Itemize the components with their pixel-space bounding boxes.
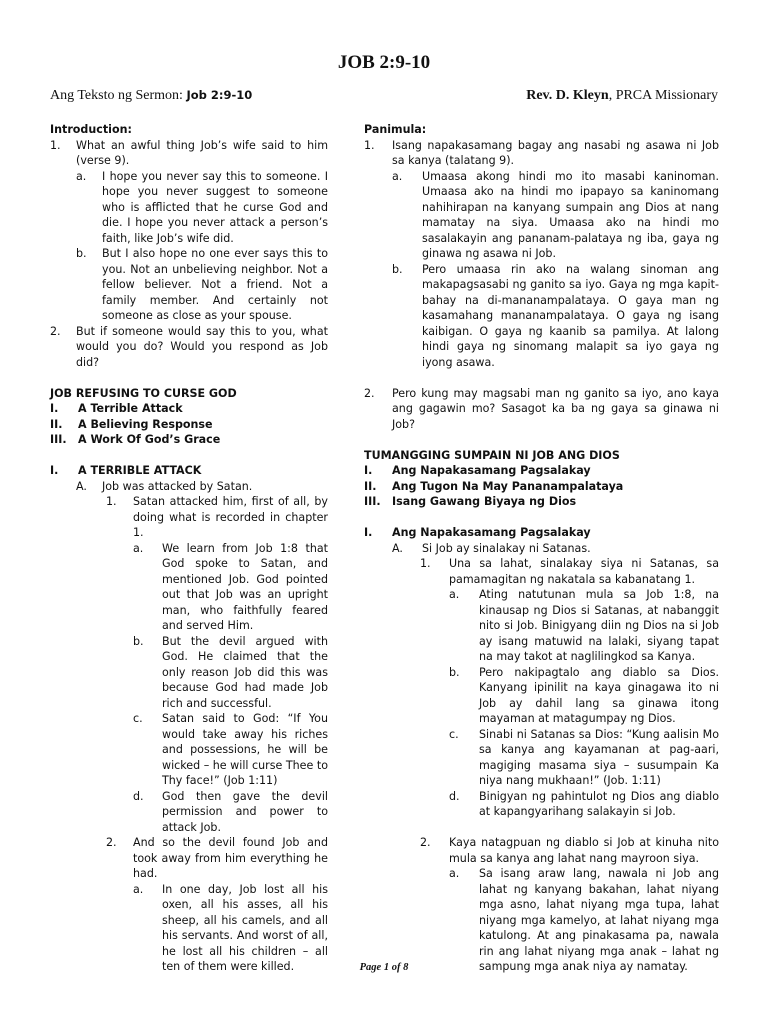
item-text: Ating natutunan mula sa Job 1:8, na kinausap ng Dios si Satanas, at nabanggit nito si Job. Binigyang diin ng Dios na si Job ay isang matuwid na lalaki, siyang tapat na may takot at naglilingkod sa Kanya. — [479, 588, 719, 663]
outline-item — [364, 541, 719, 557]
item-number: III. — [364, 495, 381, 508]
tagalog-column — [364, 122, 719, 975]
outline-item — [364, 262, 719, 371]
item-number: I. — [50, 464, 59, 477]
item-text: A Believing Response — [78, 417, 213, 431]
author-name: Rev. D. Kleyn — [526, 88, 609, 103]
item-text: Isang Gawang Biyaya ng Dios — [392, 495, 577, 508]
outline-item — [50, 138, 328, 169]
item-text: Si Job ay sinalakay ni Satanas. — [422, 541, 591, 555]
item-text: Pero kung may magsabi man ng ganito sa iyo, ano kaya ang gagawin mo? Sasagot ka ba ng gaya sa ginawa ni Job? — [392, 386, 719, 431]
item-number: b. — [449, 665, 460, 679]
section-heading — [364, 525, 719, 541]
outline-item — [364, 727, 719, 789]
item-text: Pero nakipagtalo ang diablo sa Dios. Kanyang ipinilit na kaya ginagawa ito ni Job ay dahil lang sa ginawa itong mayaman at matagumpay ng Dios. — [479, 665, 719, 725]
item-text: Satan attacked him, first of all, by doing what is recorded in chapter 1. — [133, 495, 328, 539]
outline-item — [50, 835, 328, 882]
sermon-text-label: Ang Teksto ng Sermon: — [50, 88, 183, 103]
item-text: I hope you never say this to someone. I hope you never suggest to someone who is afflicted that he curse God and die. I hope you never attack a person’s faith, like Job’s wife did. — [102, 169, 328, 245]
item-text: Job was attacked by Satan. — [102, 479, 253, 493]
item-text: But the devil argued with God. He claimed that the only reason Job did this was because God had made Job rich and successful. — [162, 634, 328, 710]
item-number: 1. — [364, 138, 375, 152]
outline-item — [364, 835, 719, 866]
main-point — [364, 479, 719, 495]
outline-item — [50, 634, 328, 712]
author-line — [526, 88, 718, 104]
item-number: a. — [76, 169, 87, 183]
item-number: 2. — [106, 836, 117, 849]
item-text: Sa isang araw lang, nawala ni Job ang lahat ng kanyang bakahan, lahat niyang mga asno, lahat niyang mga tupa, lahat niyang mga kamelyo, at lahat niyang mga katulong. At ang pinakasama pa, nawala rin ang lahat niyang mga anak – lahat ng sampung mga anak niya ay namatay. — [479, 867, 719, 973]
item-text: Una sa lahat, sinalakay siya ni Satanas, sa pamamagitan ng nakatala sa kabanatang 1. — [449, 557, 719, 586]
main-point — [50, 417, 328, 433]
sermon-theme: TUMANGGING SUMPAIN NI JOB ANG DIOS — [364, 448, 620, 462]
outline-item — [364, 138, 719, 169]
page-number: Page 1 of 8 — [359, 962, 409, 973]
item-text: Pero umaasa rin ako na walang sinoman ang makapagsasabi ng ganito sa iyo. Gaya ng mga kapit-bahay na di-mananampalataya. O gaya man ng kasamahang mananampalataya. O gaya ng isang kaibigan. O gaya ng kaanib sa pamilya. At lalong hindi gaya ng sinomang malapit sa iyo gaya ng iyong asawa. — [422, 262, 719, 369]
outline-item — [50, 711, 328, 789]
item-number: III. — [50, 433, 67, 446]
outline-item — [50, 246, 328, 324]
item-number: 1. — [420, 557, 431, 570]
item-number: A. — [392, 541, 403, 555]
document-title: JOB 2:9-10 — [337, 52, 431, 73]
outline-item — [364, 587, 719, 665]
item-text: A Work Of God’s Grace — [78, 433, 221, 446]
item-number: a. — [449, 867, 460, 880]
intro-heading: Panimula: — [364, 123, 427, 136]
item-number: c. — [449, 727, 459, 741]
item-text: A Terrible Attack — [78, 402, 183, 415]
outline-item — [50, 479, 328, 495]
intro-heading: Introduction: — [50, 123, 132, 136]
item-number: a. — [133, 541, 144, 555]
item-number: b. — [76, 247, 87, 260]
outline-item — [364, 789, 719, 820]
sermon-text-reference: Job 2:9-10 — [186, 88, 253, 102]
main-point — [364, 463, 719, 479]
item-number: 2. — [420, 836, 431, 849]
outline-item — [50, 882, 328, 975]
item-number: 2. — [364, 386, 375, 400]
outline-item — [50, 324, 328, 371]
item-text: Satan said to God: “If You would take away his riches and possessions, he will be wicked – he will curse Thee to Thy face!” (Job 1:11) — [162, 712, 328, 787]
item-text: Ang Napakasamang Pagsalakay — [392, 526, 591, 539]
item-text: Ang Napakasamang Pagsalakay — [392, 464, 591, 477]
item-text: Ang Tugon Na May Pananampalataya — [392, 479, 624, 493]
item-number: b. — [133, 634, 144, 648]
item-text: In one day, Job lost all his oxen, all his asses, all his sheep, all his camels, and all his servants. And worst of all, he lost all his children – all ten of them were killed. — [162, 882, 328, 973]
main-point — [50, 401, 328, 417]
item-number: a. — [133, 882, 144, 896]
item-number: d. — [449, 789, 460, 803]
item-number: I. — [364, 464, 373, 477]
item-number: d. — [133, 789, 144, 803]
outline-item — [364, 386, 719, 433]
item-number: I. — [50, 402, 59, 415]
item-text: We learn from Job 1:8 that God spoke to Satan, and mentioned Job. God pointed out that Job was an upright man, who faithfully feared and served Him. — [162, 541, 328, 632]
item-text: But if someone would say this to you, what would you do? Would you respond as Job did? — [76, 324, 328, 369]
sermon-text-line — [50, 88, 252, 104]
item-number: a. — [392, 169, 403, 183]
outline-item — [364, 556, 719, 587]
item-text: Sinabi ni Satanas sa Dios: “Kung aalisin Mo sa kanya ang kayamanan at pag-aari, magiging masama siya – susumpain Ka niya nang mukhaan!” (Job. 1:11) — [479, 727, 719, 787]
item-text: But I also hope no one ever says this to you. Not an unbelieving neighbor. Not a fellow believer. Not a friend. Not a family member. And certainly not someone as close as your spouse. — [102, 247, 328, 322]
item-number: II. — [364, 479, 377, 493]
outline-item — [50, 789, 328, 836]
item-number: 1. — [106, 495, 117, 508]
item-text: And so the devil found Job and took away from him everything he had. — [133, 836, 328, 880]
outline-item — [364, 169, 719, 262]
outline-item — [364, 665, 719, 727]
item-text: A TERRIBLE ATTACK — [78, 464, 202, 477]
item-number: I. — [364, 526, 373, 539]
item-text: Kaya natagpuan ng diablo si Job at kinuha nito mula sa kanya ang lahat nang mayroon siya. — [449, 836, 719, 865]
main-point — [50, 432, 328, 448]
item-number: 1. — [50, 138, 61, 152]
outline-item — [50, 169, 328, 247]
item-number: II. — [50, 417, 63, 431]
english-column — [50, 122, 328, 975]
item-number: a. — [449, 588, 460, 601]
sermon-theme: JOB REFUSING TO CURSE GOD — [50, 386, 237, 400]
outline-item — [50, 494, 328, 541]
item-number: A. — [76, 479, 87, 493]
section-heading — [50, 463, 328, 479]
item-text: God then gave the devil permission and power to attack Job. — [162, 789, 328, 834]
author-role: , PRCA Missionary — [608, 88, 718, 103]
item-number: 2. — [50, 324, 61, 338]
main-point — [364, 494, 719, 510]
item-text: What an awful thing Job’s wife said to him (verse 9). — [76, 138, 328, 167]
item-text: Binigyan ng pahintulot ng Dios ang diablo at kapangyarihang salakayin si Job. — [479, 789, 719, 818]
item-number: b. — [392, 262, 403, 276]
outline-item — [364, 866, 719, 975]
item-number: c. — [133, 712, 143, 725]
item-text: Umaasa akong hindi mo ito masabi kaninoman. Umaasa ako na hindi mo ipapayo sa kaninomang nahihirapan na kanyang sumpain ang Dios at nang mamatay na siya. Umaasa ako na hindi mo sasalakayin ang pananam-palataya ng iba, gaya ng ginawa ng asawa ni Job. — [422, 169, 719, 260]
outline-item — [50, 541, 328, 634]
item-text: Isang napakasamang bagay ang nasabi ng asawa ni Job sa kanya (talatang 9). — [392, 138, 719, 167]
